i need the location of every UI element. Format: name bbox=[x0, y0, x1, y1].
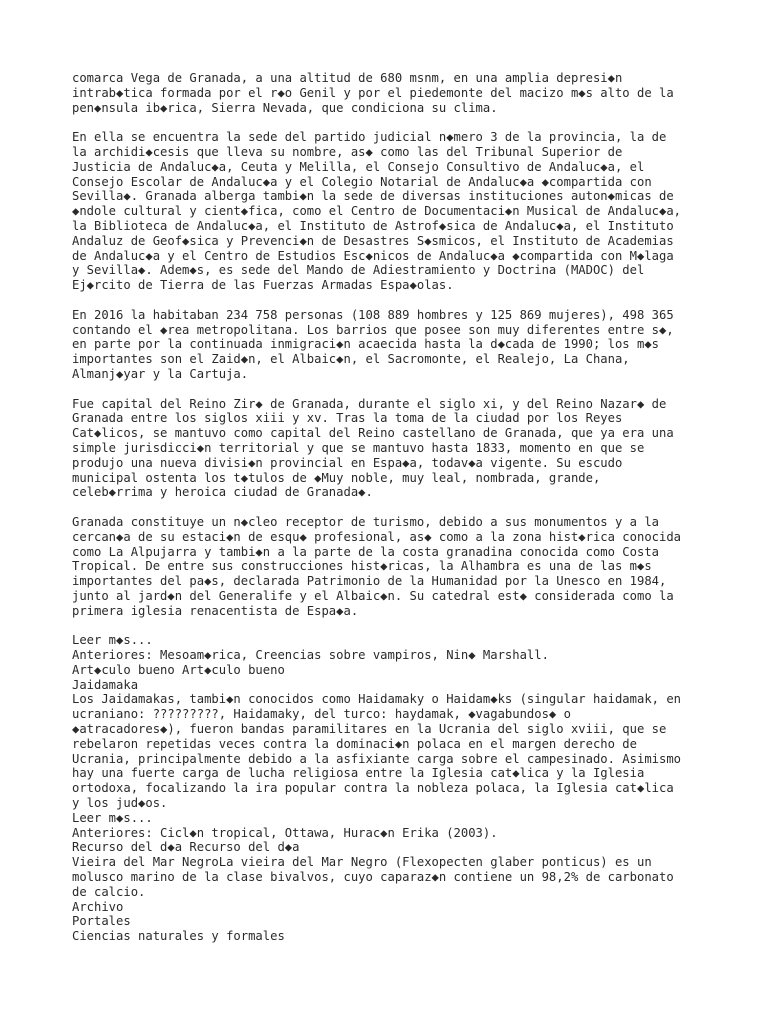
resource-text-line: Vieira del Mar NegroLa vieira del Mar Negro (Flexopecten glaber ponticus) es un bbox=[72, 855, 652, 870]
read-more-link[interactable]: Leer m◆s... bbox=[72, 633, 153, 648]
good-article-heading: Art◆culo bueno Art◆culo bueno bbox=[72, 662, 285, 677]
natural-sciences-link[interactable]: Ciencias naturales y formales bbox=[72, 929, 285, 944]
resource-text-line: de calcio. bbox=[72, 884, 146, 899]
paragraph-granada-population: En 2016 la habitaban 234 758 personas (108 889 hombres y 125 869 mujeres), 498 365 contando el ◆rea metropolitana. Los barrios que posee son muy diferentes entre s◆, en parte por la continuada inmigraci◆n acaecida hasta la d◆cada de 1990; los m◆s importantes son el Zaid◆n, el Albaic◆n, el Sacromonte, el Realejo, La Chana, Almanj◆yar y la Cartuja. bbox=[72, 307, 674, 381]
paragraph-granada-history: Fue capital del Reino Zir◆ de Granada, durante el siglo xi, y del Reino Nazar◆ de Granada entre los siglos xiii y xv. Tras la toma de la ciudad por los Reyes Cat◆licos, se mantuvo como capital del Reino castellano de Granada, que ya era una simple jurisdicci◆n territorial y que se mantuvo hasta 1833, momento en que se produjo una nueva divisi◆n provincial en Espa◆a, todav◆a vigente. Su escudo municipal ostenta los t◆tulos de ◆Muy noble, muy leal, nombrada, grande, celeb◆rrima y heroica ciudad de Granada◆. bbox=[72, 396, 674, 500]
article-title-jaidamaka: Jaidamaka bbox=[72, 677, 139, 692]
article-text-line: y los jud◆os. bbox=[72, 796, 168, 811]
article-text-line: hay una fuerte carga de lucha religiosa entre la Iglesia cat◆lica y la Iglesia bbox=[72, 766, 645, 781]
article-text-line: Ucrania, principalmente debido a la asfixiante carga sobre el campesinado. Asimismo bbox=[72, 751, 682, 766]
paragraph-granada-location: comarca Vega de Granada, a una altitud de 680 msnm, en una amplia depresi◆n intrab◆tica formada por el r◆o Genil y por el piedemonte del macizo m◆s alto de la pen◆nsula ib◆rica, Sierra Nevada, que condiciona su clima. bbox=[72, 71, 674, 115]
article-text-line: Los Jaidamakas, tambi◆n conocidos como Haidamaky o Haidam◆ks (singular haidamak, en bbox=[72, 692, 682, 707]
resource-of-the-day-heading: Recurso del d◆a Recurso del d◆a bbox=[72, 840, 300, 855]
article-text-line: ortodoxa, focalizando la ira popular contra la nobleza polaca, la Iglesia cat◆lica bbox=[72, 781, 674, 796]
previous-articles-line: Anteriores: Mesoam◆rica, Creencias sobre vampiros, Nin◆ Marshall. bbox=[72, 648, 549, 663]
article-text-line: rebelaron repetidas veces contra la dominaci◆n polaca en el margen derecho de bbox=[72, 736, 637, 751]
read-more-link[interactable]: Leer m◆s... bbox=[72, 810, 153, 825]
portals-link[interactable]: Portales bbox=[72, 914, 131, 929]
archive-link[interactable]: Archivo bbox=[72, 899, 124, 914]
previous-articles-line: Anteriores: Cicl◆n tropical, Ottawa, Hurac◆n Erika (2003). bbox=[72, 825, 498, 840]
paragraph-granada-institutions: En ella se encuentra la sede del partido judicial n◆mero 3 de la provincia, la de la archidi◆cesis que lleva su nombre, as◆ como las del Tribunal Superior de Justicia de Andaluc◆a, Ceuta y Melilla, el Consejo Consultivo de Andaluc◆a, el Consejo Escolar de Andaluc◆a y el Colegio Notarial de Andaluc◆a ◆compartida con Sevilla◆. Granada alberga tambi◆n la sede de diversas instituciones auton◆micas de ◆ndole cultural y cient◆fica, como el Centro de Documentaci◆n Musical de Andaluc◆a, la Biblioteca de Andaluc◆a, el Instituto de Astrof◆sica de Andaluc◆a, el Instituto Andaluz de Geof◆sica y Prevenci◆n de Desastres S◆smicos, el Instituto de Academias de Andaluc◆a y el Centro de Estudios Esc◆nicos de Andaluc◆a ◆compartida con M◆laga y Sevilla◆. Adem◆s, es sede del Mando de Adiestramiento y Doctrina (MADOC) del Ej◆rcito de Tierra de las Fuerzas Armadas Espa◆olas. bbox=[72, 130, 682, 293]
paragraph-granada-tourism: Granada constituye un n◆cleo receptor de turismo, debido a sus monumentos y a la cercan◆a de su estaci◆n de esqu◆ profesional, as◆ como a la zona hist◆rica conocida como La Alpujarra y tambi◆n a la parte de la costa granadina conocida como Costa Tropical. De entre sus construcciones hist◆ricas, la Alhambra es una de las m◆s importantes del pa◆s, declarada Patrimonio de la Humanidad por la Unesco en 1984, junto al jard◆n del Generalife y el Albaic◆n. Su catedral est◆ considerada como la primera iglesia renacentista de Espa◆a. bbox=[72, 514, 682, 618]
article-text-line: ucraniano: ?????????, Haidamaky, del turco: haydamak, ◆vagabundos◆ o bbox=[72, 707, 571, 722]
article-text-line: ◆atracadores◆), fueron bandas paramilitares en la Ucrania del siglo xviii, que se bbox=[72, 722, 667, 737]
document-body bbox=[72, 71, 702, 944]
resource-text-line: molusco marino de la clase bivalvos, cuyo caparaz◆n contiene un 98,2% de carbonato bbox=[72, 870, 674, 885]
